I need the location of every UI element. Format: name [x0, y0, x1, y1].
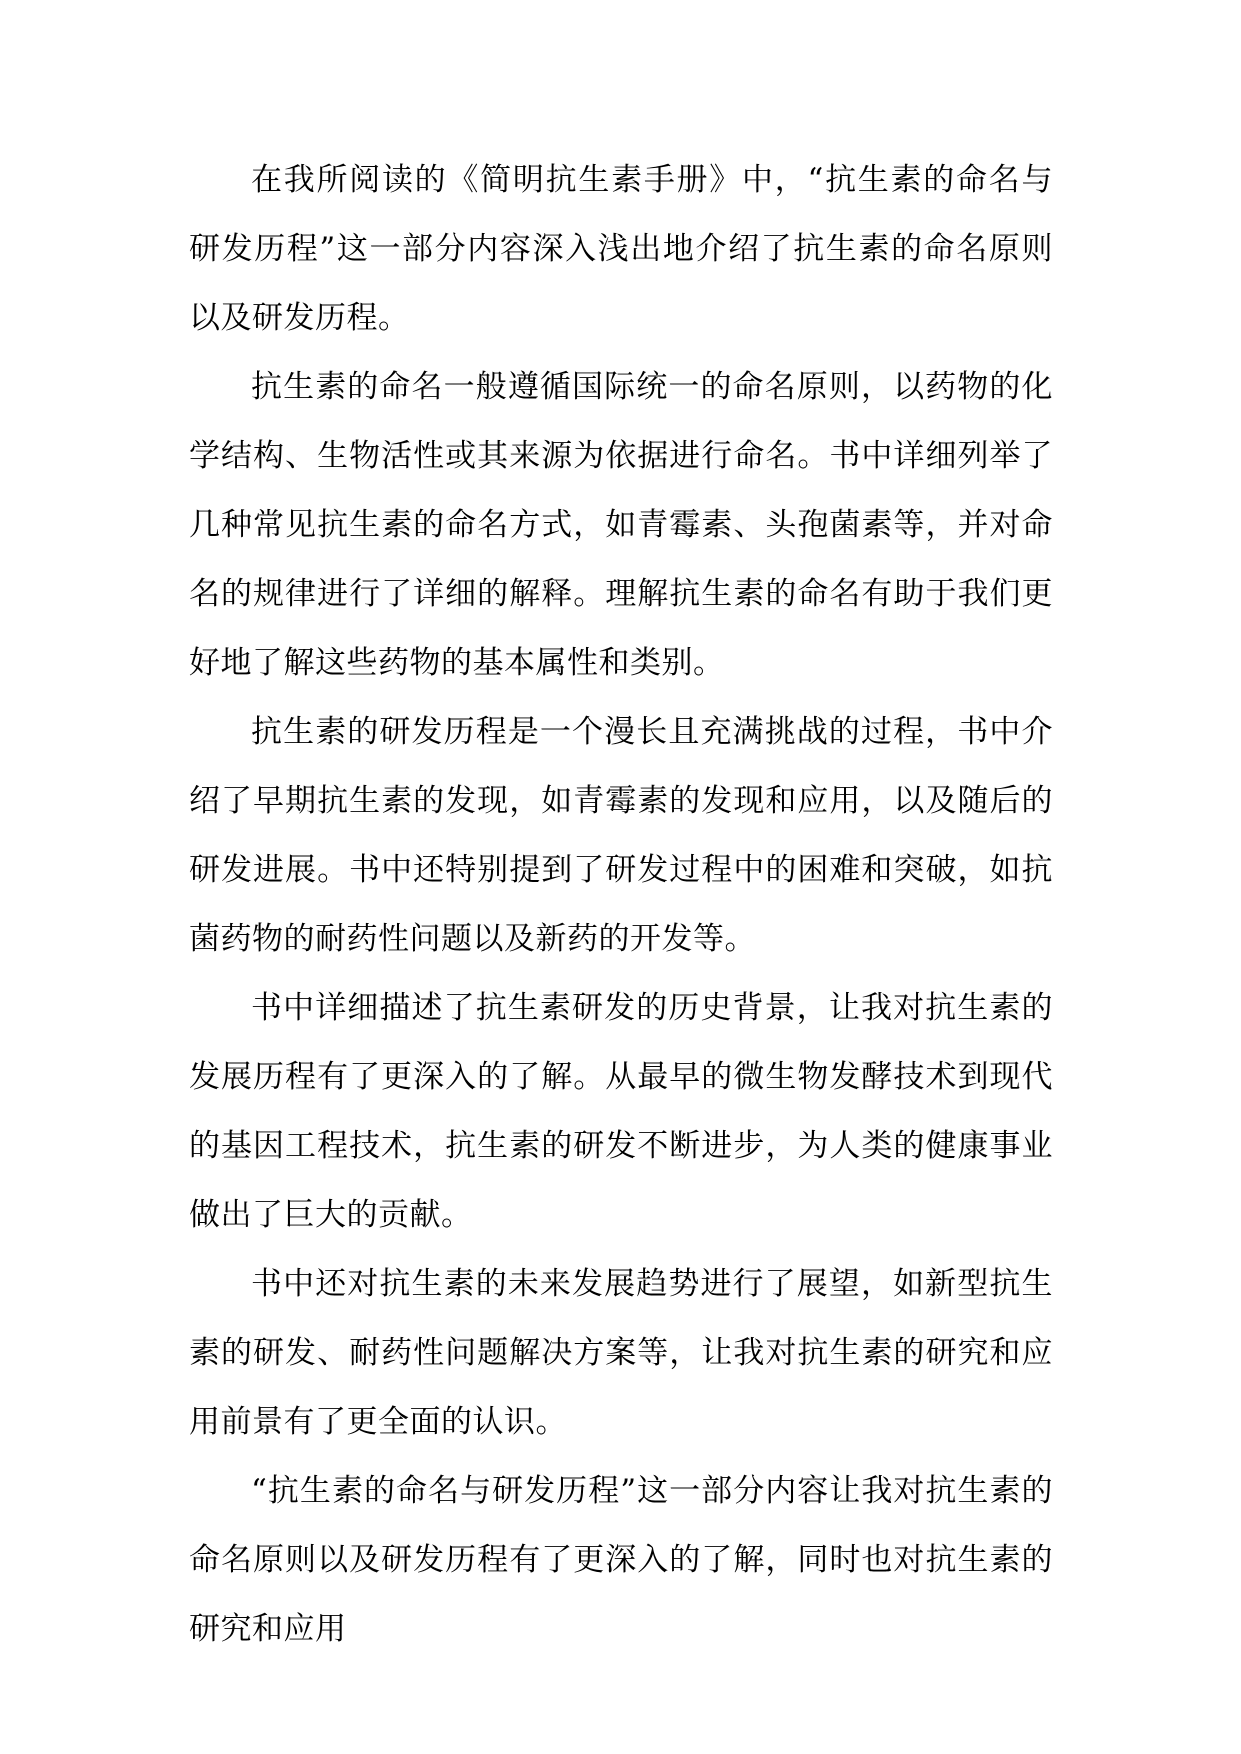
paragraph-1: 在我所阅读的《简明抗生素手册》中，“抗生素的命名与研发历程”这一部分内容深入浅出地介绍了抗生素的命名原则以及研发历程。	[189, 162, 1053, 336]
document-body	[189, 146, 1053, 1664]
paragraph-6: “抗生素的命名与研发历程”这一部分内容让我对抗生素的命名原则以及研发历程有了更深入的了解，同时也对抗生素的研究和应用	[189, 1473, 1053, 1647]
paragraph-2: 抗生素的命名一般遵循国际统一的命名原则，以药物的化学结构、生物活性或其来源为依据进行命名。书中详细列举了几种常见抗生素的命名方式，如青霉素、头孢菌素等，并对命名的规律进行了详细的解释。理解抗生素的命名有助于我们更好地了解这些药物的基本属性和类别。	[189, 369, 1053, 681]
paragraph-5: 书中还对抗生素的未来发展趋势进行了展望，如新型抗生素的研发、耐药性问题解决方案等，让我对抗生素的研究和应用前景有了更全面的认识。	[189, 1266, 1053, 1440]
paragraph-3: 抗生素的研发历程是一个漫长且充满挑战的过程，书中介绍了早期抗生素的发现，如青霉素的发现和应用，以及随后的研发进展。书中还特别提到了研发过程中的困难和突破，如抗菌药物的耐药性问题以及新药的开发等。	[189, 714, 1053, 957]
paragraph-4: 书中详细描述了抗生素研发的历史背景，让我对抗生素的发展历程有了更深入的了解。从最早的微生物发酵技术到现代的基因工程技术，抗生素的研发不断进步，为人类的健康事业做出了巨大的贡献。	[189, 990, 1053, 1233]
